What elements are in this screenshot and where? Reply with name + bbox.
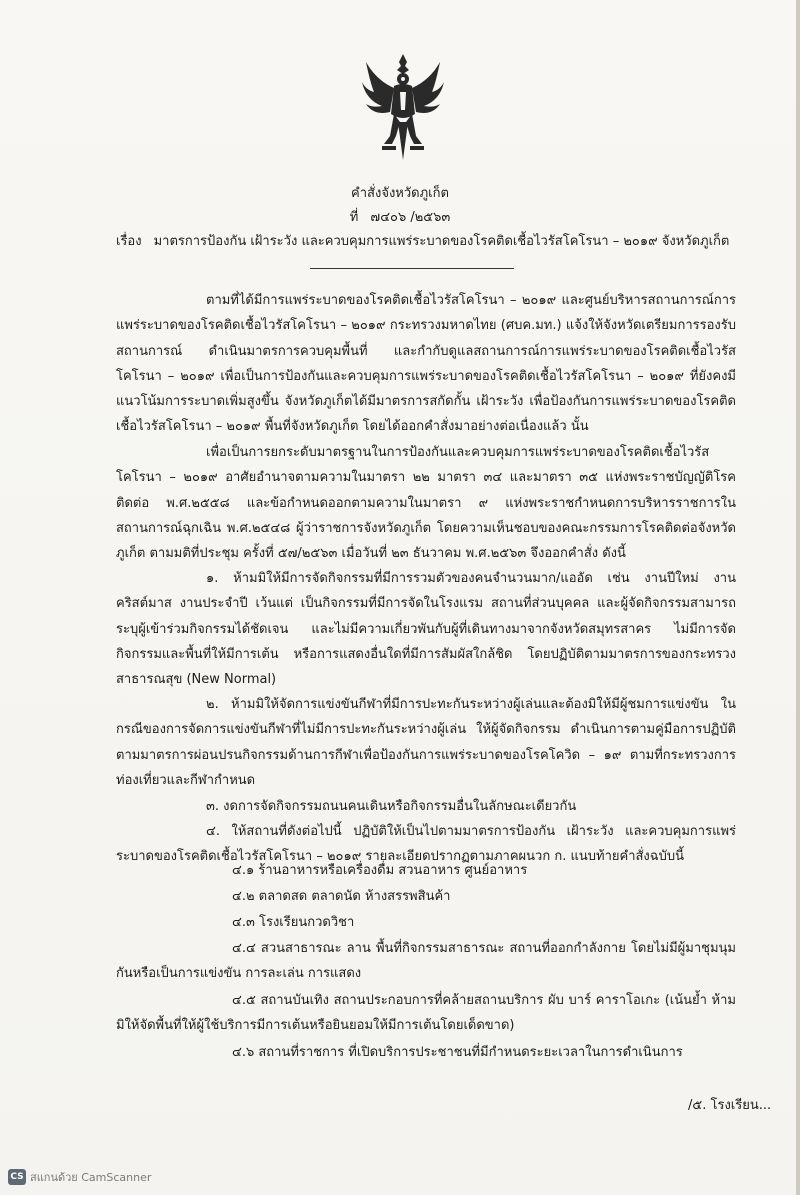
clause-4-2: ๔.๒ ตลาดสด ตลาดนัด ห้างสรรพสินค้า [232,889,451,904]
clause-4-5: ๔.๕ สถานบันเทิง สถานประกอบการที่คล้ายสถานบริการ ผับ บาร์ คาราโอเกะ (เน้นย้ำ ห้ามมิให้จัดพื้นที่ให้ผู้ใช้บริการมีการเต้นหรือยินยอมให้มีการเต้นโดยเด็ดขาด) [116,993,736,1034]
clause-3: ๓. งดการจัดกิจกรรมถนนคนเดินหรือกิจกรรมอื่นในลักษณะเดียวกัน [206,799,577,814]
order-number-value: ๗๔๐๖ /๒๕๖๓ [370,210,451,225]
header-divider [310,268,514,269]
order-title: คำสั่งจังหวัดภูเก็ต [351,186,449,201]
clause-4-3: ๔.๓ โรงเรียนกวดวิชา [232,915,355,930]
scanner-watermark [8,1168,151,1186]
subject-label: เรื่อง [116,234,142,249]
scanner-watermark-text: สแกนด้วย CamScanner [30,1171,152,1184]
clause-4-6: ๔.๖ สถานที่ราชการ ที่เปิดบริการประชาชนที่มีกำหนดระยะเวลาในการดำเนินการ [232,1045,683,1060]
clause-4-4: ๔.๔ สวนสาธารณะ ลาน พื้นที่กิจกรรมสาธารณะ สถานที่ออกกำลังกาย โดยไม่มีผู้มาชุมนุมกันหรือเป็นการแข่งขัน การละเล่น การแสดง [116,941,736,982]
camscanner-icon: CS [8,1169,26,1185]
clause-4: ๔. ให้สถานที่ดังต่อไปนี้ ปฏิบัติให้เป็นไปตามมาตรการป้องกัน เฝ้าระวัง และควบคุมการแพร่ระบาดของโรคติดเชื้อไวรัสโคโรนา – ๒๐๑๙ รายละเอียดปรากฏตามภาคผนวก ก. แนบท้ายคำสั่งฉบับนี้ [116,824,736,865]
clause-2: ๒. ห้ามมิให้จัดการแข่งขันกีฬาที่มีการปะทะกันระหว่างผู้เล่นและต้องมิให้มีผู้ชมการแข่งขัน ในกรณีของการจัดการแข่งขันกีฬาที่ไม่มีการปะทะกันระหว่างผู้เล่น ให้ผู้จัดกิจกรรม ดำเนินการตามคู่มือการปฏิบัติตามมาตรการผ่อนปรนกิจกรรมด้านการกีฬาเพื่อป้องกันการแพร่ระบาดของโรคโควิด – ๑๙ ตามที่กระทรวงการท่องเที่ยวและกีฬากำหนด [116,697,736,788]
clause-4-1: ๔.๑ ร้านอาหารหรือเครื่องดื่ม สวนอาหาร ศูนย์อาหาร [232,863,528,878]
subject-text: มาตรการป้องกัน เฝ้าระวัง และควบคุมการแพร่ระบาดของโรคติดเชื้อไวรัสโคโรนา – ๒๐๑๙ จังหวัดภูเก็ต [153,234,730,249]
continued-marker: /๕. โรงเรียน... [688,1098,772,1113]
paragraph-authority: เพื่อเป็นการยกระดับมาตรฐานในการป้องกันและควบคุมการแพร่ระบาดของโรคติดเชื้อไวรัสโคโรนา – ๒๐๑๙ อาศัยอำนาจตามความในมาตรา ๒๒ มาตรา ๓๔ และมาตรา ๓๕ แห่งพระราชบัญญัติโรคติดต่อ พ.ศ.๒๕๕๘ และข้อกำหนดออกตามความในมาตรา ๙ แห่งพระราชกำหนดการบริหารราชการในสถานการณ์ฉุกเฉิน พ.ศ.๒๕๔๘ ผู้ว่าราชการจังหวัดภูเก็ต โดยความเห็นชอบของคณะกรรมการโรคติดต่อจังหวัดภูเก็ต ตามมติที่ประชุม ครั้งที่ ๕๗/๒๕๖๓ เมื่อวันที่ ๒๓ ธันวาคม พ.ศ.๒๕๖๓ จึงออกคำสั่ง ดังนี้ [116,445,736,562]
order-number [0,206,800,227]
order-number-label: ที่ [349,210,359,225]
order-subject [116,230,729,251]
garuda-emblem-icon [360,52,446,164]
clause-1: ๑. ห้ามมิให้มีการจัดกิจกรรมที่มีการรวมตัวของคนจำนวนมาก/แออัด เช่น งานปีใหม่ งานคริสต์มาส งานประจำปี เว้นแต่ เป็นกิจกรรมที่มีการจัดในโรงแรม สถานที่ส่วนบุคคล และผู้จัดกิจกรรมสามารถระบุผู้เข้าร่วมกิจกรรมได้ชัดเจน และไม่มีความเกี่ยวพันกับผู้ที่เดินทางมาจากจังหวัดสมุทรสาคร ไม่มีการจัดกิจกรรมและพื้นที่ให้มีการเต้น หรือการแสดงอื่นใดที่มีการสัมผัสใกล้ชิด โดยปฏิบัติตามมาตรการของกระทรวงสาธารณสุข (New Normal) [116,571,736,688]
paragraph-background: ตามที่ได้มีการแพร่ระบาดของโรคติดเชื้อไวรัสโคโรนา – ๒๐๑๙ และศูนย์บริหารสถานการณ์การแพร่ระบาดของโรคติดเชื้อไวรัสโคโรนา – ๒๐๑๙ กระทรวงมหาดไทย (ศบค.มท.) แจ้งให้จังหวัดเตรียมการรองรับสถานการณ์ ดำเนินมาตรการควบคุมพื้นที่ และกำกับดูแลสถานการณ์การแพร่ระบาดของโรคติดเชื้อไวรัสโคโรนา – ๒๐๑๙ เพื่อเป็นการป้องกันและควบคุมการแพร่ระบาดของโรคติดเชื้อไวรัสโคโรนา – ๒๐๑๙ ที่ยังคงมีแนวโน้มการระบาดเพิ่มสูงขึ้น จังหวัดภูเก็ตได้มีมาตรการสกัดกั้น เฝ้าระวัง เพื่อป้องกันการแพร่ระบาดของโรคติดเชื้อไวรัสโคโรนา – ๒๐๑๙ พื้นที่จังหวัดภูเก็ต โดยได้ออกคำสั่งมาอย่างต่อเนื่องแล้ว นั้น [116,293,736,435]
